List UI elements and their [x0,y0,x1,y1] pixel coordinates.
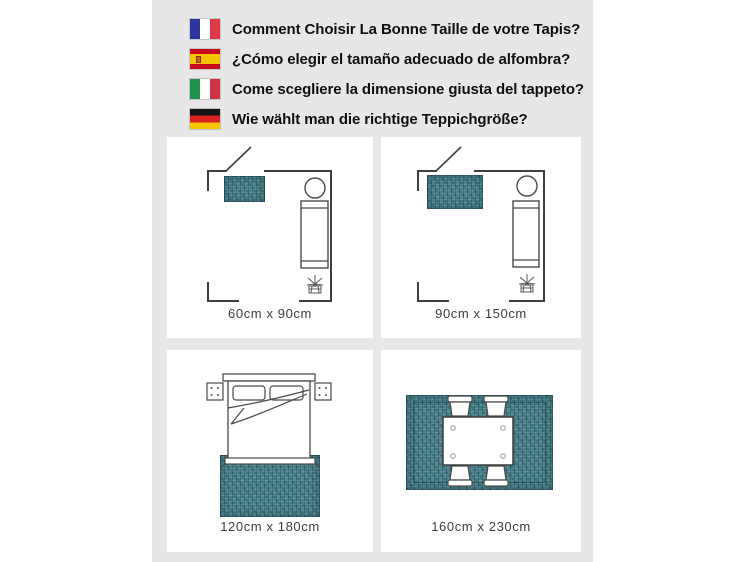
panel-rug-160x230 [381,350,581,552]
round-side-table [517,176,537,196]
door-leaf [436,147,461,171]
cabinet [301,201,328,268]
size-label: 160cm x 230cm [431,519,531,534]
size-label: 120cm x 180cm [220,519,320,534]
header-text-french: Comment Choisir La Bonne Taille de votre Tapis? [232,20,581,38]
headboard [223,374,315,381]
chair-top-right [484,396,508,416]
size-label: 90cm x 150cm [435,306,527,321]
italy-flag-icon [190,79,220,99]
germany-flag-icon [190,109,220,129]
potted-plant-icon [519,274,535,292]
door-leaf [226,147,251,171]
header-row-italian [190,79,584,99]
cabinet [513,201,539,267]
round-side-table [305,178,325,198]
header-row-spanish [190,49,570,69]
panel-rug-120x180 [167,350,373,552]
header-text-german: Wie wählt man die richtige Teppichgröße? [232,110,528,128]
header-row-french [190,19,580,39]
size-label: 60cm x 90cm [228,306,312,321]
panel-rug-60x90 [167,137,373,338]
france-flag-icon [190,19,220,39]
potted-plant-icon [307,275,323,293]
panel-rug-90x150 [381,137,581,338]
header-text-spanish: ¿Cómo elegir el tamaño adecuado de alfombra? [232,50,571,68]
chair-bottom-left [448,466,472,486]
chair-top-left [448,396,472,416]
footboard [225,458,315,464]
header-text-italian: Come scegliere la dimensione giusta del tappeto? [232,80,584,98]
spain-flag-icon [190,49,220,69]
chair-bottom-right [484,466,508,486]
header-row-german [190,109,528,129]
